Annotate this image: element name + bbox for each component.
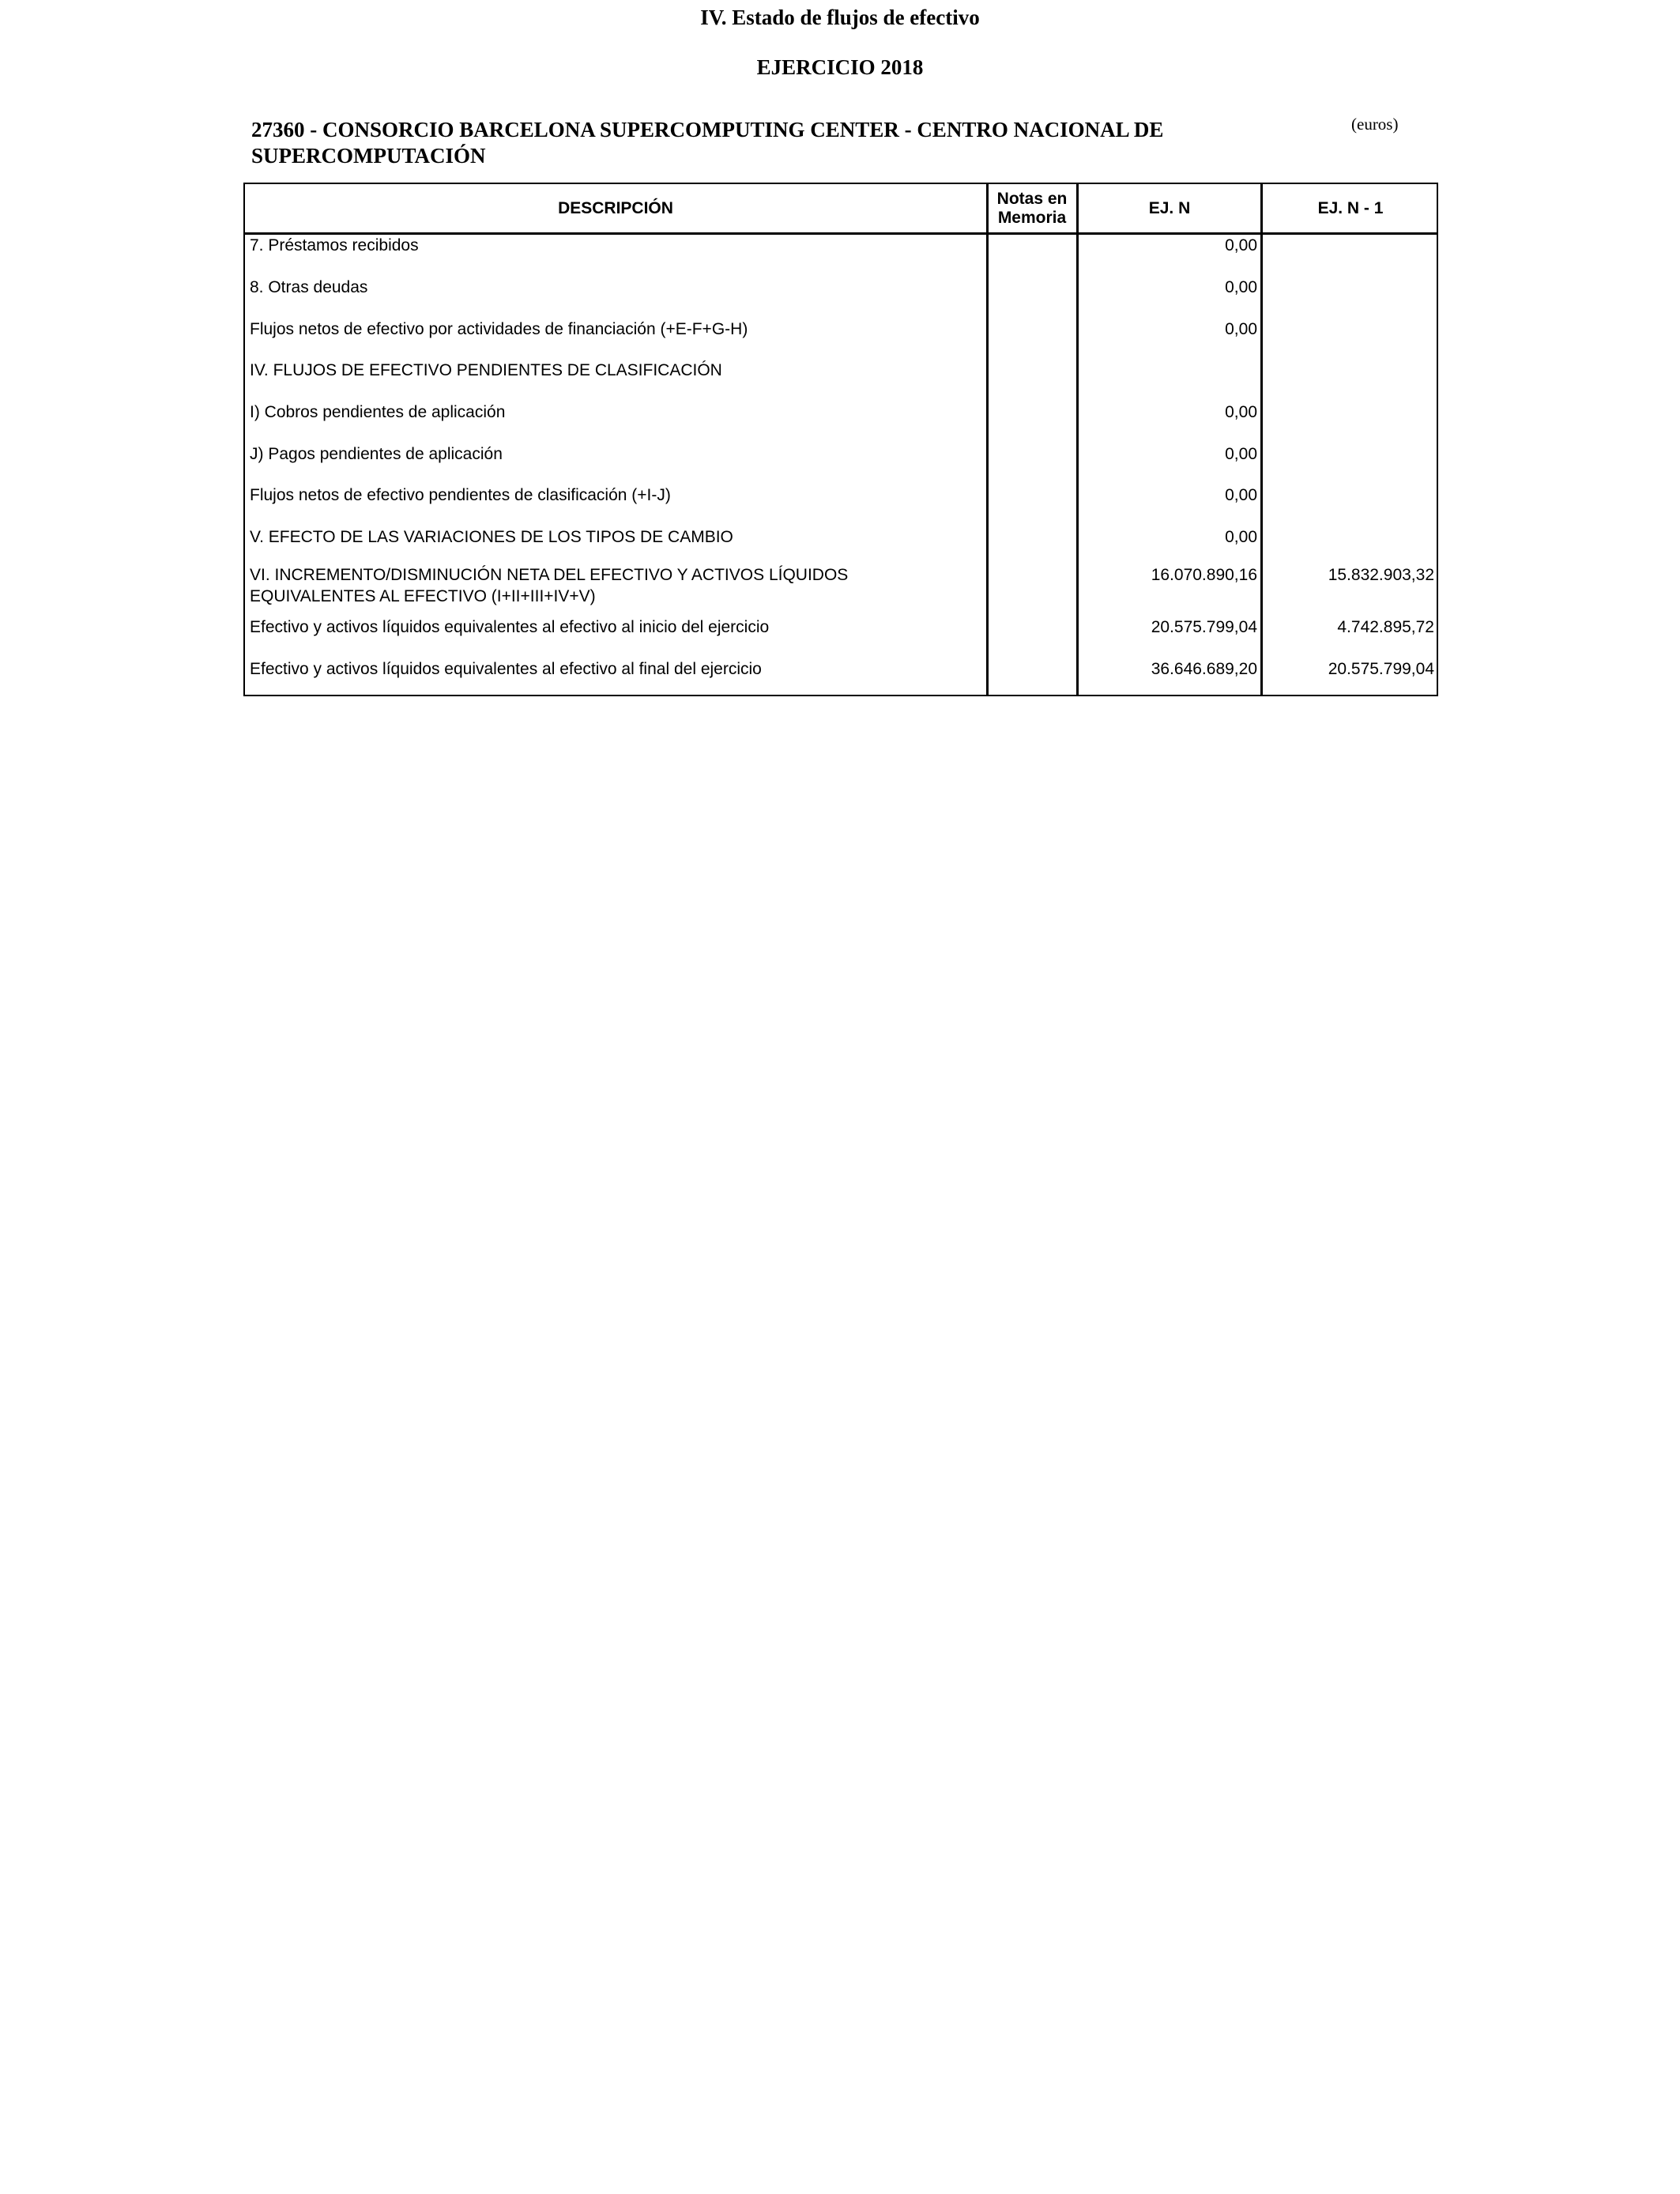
- row-description: J) Pagos pendientes de aplicación: [250, 445, 503, 463]
- row-description: V. EFECTO DE LAS VARIACIONES DE LOS TIPOS DE CAMBIO: [250, 528, 733, 546]
- column-header-notes-line2: Memoria: [997, 208, 1067, 227]
- row-value-year-n: 0,00: [1225, 403, 1257, 421]
- column-header-notes-line1: Notas en: [996, 189, 1068, 208]
- row-description: Flujos netos de efectivo pendientes de clasificación (+I-J): [250, 486, 671, 504]
- row-description: 8. Otras deudas: [250, 278, 368, 296]
- row-value-year-n: 0,00: [1225, 236, 1257, 254]
- row-description: I) Cobros pendientes de aplicación: [250, 403, 506, 421]
- table-header-row: [245, 184, 1437, 235]
- row-value-year-n: 0,00: [1225, 445, 1257, 463]
- row-description: Flujos netos de efectivo por actividades de financiación (+E-F+G-H): [250, 320, 748, 338]
- entity-name: 27360 - CONSORCIO BARCELONA SUPERCOMPUTING CENTER - CENTRO NACIONAL DE SUPERCOMPUTACIÓN: [251, 118, 1164, 168]
- column-header-year-n: EJ. N: [1148, 198, 1191, 217]
- row-value-year-n: 0,00: [1225, 278, 1257, 296]
- fiscal-year-heading: EJERCICIO 2018: [756, 55, 924, 79]
- row-description: Efectivo y activos líquidos equivalentes al efectivo al final del ejercicio: [250, 660, 762, 678]
- column-header-notes: [988, 184, 1076, 232]
- row-description: Efectivo y activos líquidos equivalentes al efectivo al inicio del ejercicio: [250, 618, 770, 636]
- document-title: IV. Estado de flujos de efectivo: [700, 6, 980, 29]
- column-divider: [986, 184, 989, 695]
- row-description: 7. Préstamos recibidos: [250, 236, 419, 254]
- row-value-year-n: 0,00: [1225, 528, 1257, 546]
- row-value-year-n: 36.646.689,20: [1151, 660, 1257, 678]
- row-description-line2: EQUIVALENTES AL EFECTIVO (I+II+III+IV+V): [250, 587, 596, 605]
- row-value-year-n: 20.575.799,04: [1151, 618, 1257, 636]
- row-value-year-n: 0,00: [1225, 320, 1257, 338]
- row-description: [250, 564, 961, 607]
- row-value-year-n1: 15.832.903,32: [1328, 566, 1434, 584]
- row-value-year-n1: 20.575.799,04: [1328, 660, 1434, 678]
- row-value-year-n: 0,00: [1225, 486, 1257, 504]
- column-header-description: DESCRIPCIÓN: [558, 198, 673, 217]
- row-value-year-n: 16.070.890,16: [1151, 566, 1257, 584]
- row-description-line1: VI. INCREMENTO/DISMINUCIÓN NETA DEL EFECTIVO Y ACTIVOS LÍQUIDOS: [250, 566, 849, 584]
- row-description: IV. FLUJOS DE EFECTIVO PENDIENTES DE CLASIFICACIÓN: [250, 361, 722, 379]
- currency-unit-label: (euros): [1351, 115, 1399, 134]
- row-value-year-n1: 4.742.895,72: [1337, 618, 1434, 636]
- cash-flow-table: [243, 183, 1438, 696]
- column-header-year-n1: EJ. N - 1: [1317, 198, 1384, 217]
